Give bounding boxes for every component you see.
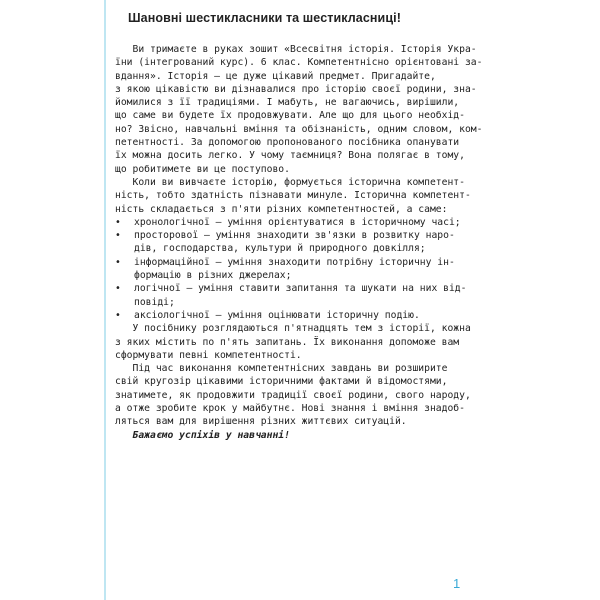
bullet-icon: • (115, 216, 121, 228)
list-item-text: формацію в різних джерелах; (134, 270, 292, 282)
list-item-text: логічної — уміння ставити запитання та шукати на них від- (134, 283, 467, 295)
text-line: но? Звісно, навчальні вміння та обізнаність, одним словом, ком- (115, 123, 483, 135)
text-line: з яких містить по п'ять запитань. Їх виконання допоможе вам (115, 336, 460, 348)
text-line: свій кругозір цікавими історичними фактами й відомостями, (115, 376, 448, 388)
list-item-text: аксіологічної — уміння оцінювати історичну подію. (134, 309, 420, 321)
bullet-icon: • (115, 283, 121, 295)
text-line: Під час виконання компетентнісних завдань ви розширите (115, 363, 448, 375)
list-item-text: повіді; (134, 296, 175, 308)
bullet-icon: • (115, 256, 121, 268)
text-line: а отже зробите крок у майбутнє. Нові знання і вміння знадоб- (115, 403, 465, 415)
text-line: що саме ви будете їх продовжувати. Але що для цього необхід- (115, 110, 465, 122)
text-line: ність складається з п'яти різних компетентностей, а саме: (115, 203, 448, 215)
paragraph (115, 176, 471, 216)
closing-wish: Бажаємо успіхів у навчанні! (115, 429, 290, 441)
bullet-icon: • (115, 309, 121, 321)
list-item (115, 216, 461, 229)
text-line: Коли ви вивчаєте історію, формується історична компетент- (115, 176, 465, 188)
document-body (115, 43, 483, 442)
paragraph (115, 362, 471, 428)
text-line: їни (інтегрований курс). 6 клас. Компетентнісно орієнтовані за- (115, 57, 483, 69)
list-item (115, 229, 455, 256)
list-item (115, 309, 447, 322)
text-line: ність, тобто здатність пізнавати минуле. Історична компетент- (115, 190, 471, 202)
text-line: йомилися з її традиціями. І мабуть, не вагаючись, вирішили, (115, 97, 460, 109)
text-line: Ви тримаєте в руках зошит «Всесвітня історія. Історія Укра- (115, 44, 477, 55)
list-item (115, 256, 455, 283)
text-line: сформувати певні компетентності. (115, 349, 302, 361)
page-title: Шановні шестикласники та шестикласниці! (128, 11, 401, 25)
text-line: У посібнику розглядаються п'ятнадцять тем з історії, кожна (115, 323, 471, 335)
text-line: їх можна досить легко. У чому таємниця? Вона полягає в тому, (115, 150, 465, 162)
page-number: 1 (453, 576, 461, 591)
bullet-icon: • (115, 230, 121, 242)
text-line: вдання». Історія — це дуже цікавий предмет. Пригадайте, (115, 70, 436, 82)
text-line: петентності. За допомогою пропонованого посібника опанувати (115, 137, 460, 149)
text-line: з якою цікавістю ви дізнавалися про історію своєї родини, зна- (115, 83, 477, 95)
text-line: знатимете, як продовжити традиції своєї родини, свого народу, (115, 389, 471, 401)
paragraph (115, 43, 483, 176)
margin-rule (104, 0, 106, 600)
list-item-text: інформаційної — уміння знаходити потрібну історичну ін- (134, 256, 455, 268)
competency-list (115, 216, 467, 322)
list-item-text: просторової — уміння знаходити зв'язки в розвитку наро- (134, 230, 455, 242)
list-item-text: хронологічної — уміння орієнтуватися в історичному часі; (134, 216, 461, 228)
text-line: що робитимете ви це поступово. (115, 163, 290, 175)
list-item (115, 282, 467, 309)
list-item-text: дів, господарства, культури й природного довкілля; (134, 243, 426, 255)
paragraph (115, 322, 471, 362)
text-line: ляться вам для вирішення різних життєвих ситуацій. (115, 416, 407, 428)
